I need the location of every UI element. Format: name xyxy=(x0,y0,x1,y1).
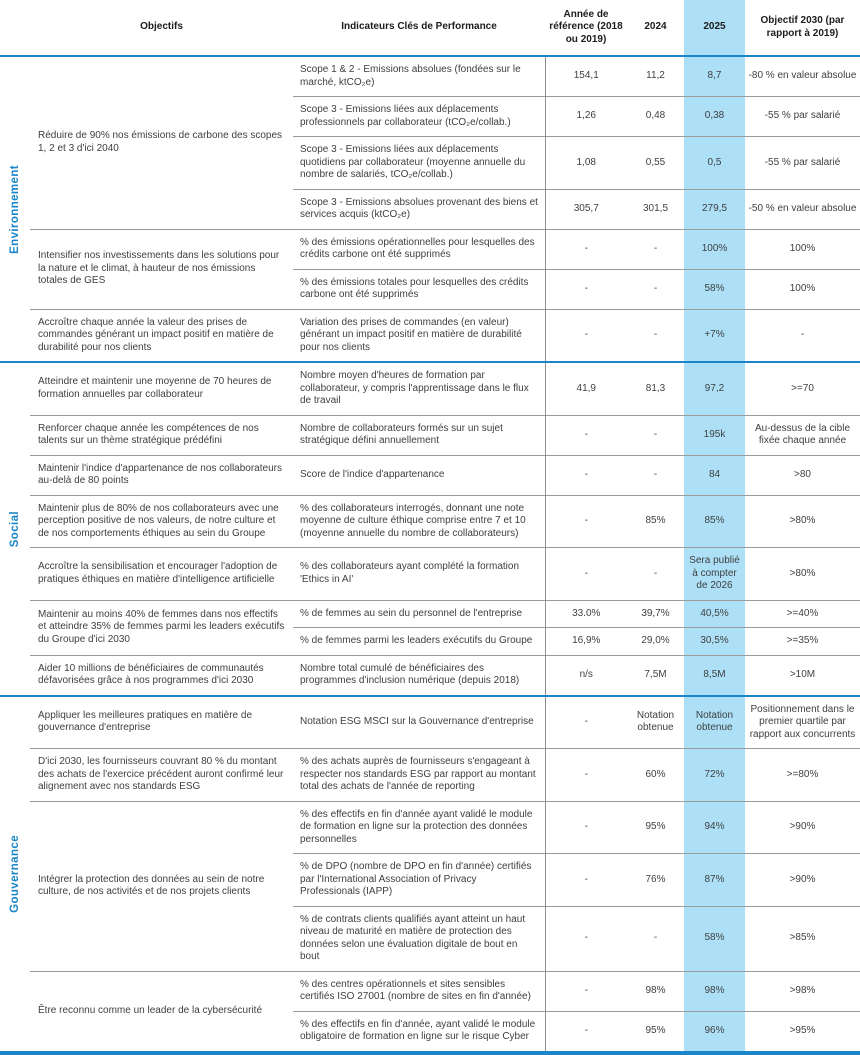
value-2025: 0,38 xyxy=(684,97,745,137)
value-objectif-2030: >=35% xyxy=(745,628,860,656)
kpi-cell: Scope 1 & 2 - Emissions absolues (fondées sur le marché, ktCO₂e) xyxy=(293,56,545,97)
category-cell xyxy=(0,362,30,696)
value-2025: 30,5% xyxy=(684,628,745,656)
kpi-cell: Variation des prises de commandes (en valeur) générant un impact positif en matière de durabilité pour nos clients xyxy=(293,309,545,362)
value-reference-year: 1,26 xyxy=(545,97,627,137)
value-2024: 76% xyxy=(627,854,684,907)
value-reference-year: - xyxy=(545,696,627,749)
kpi-cell: % de contrats clients qualifiés ayant atteint un haut niveau de maturité en matière de protection des données selon une évaluation digitale de bout en bout xyxy=(293,906,545,971)
objective-cell: Intensifier nos investissements dans les solutions pour la nature et le climat, à hauteur de nos émissions totales de GES xyxy=(30,229,293,309)
value-reference-year: - xyxy=(545,229,627,269)
category-cell xyxy=(0,56,30,362)
kpi-cell: Scope 3 - Emissions liées aux déplacements professionnels par collaborateur (tCO₂e/collab.) xyxy=(293,97,545,137)
value-reference-year: - xyxy=(545,455,627,495)
objective-cell: Intégrer la protection des données au sein de notre culture, de nos activités et de nos projets clients xyxy=(30,801,293,971)
table-row xyxy=(0,971,860,1011)
kpi-cell: Scope 3 - Emissions liées aux déplacements quotidiens par collaborateur (moyenne annuelle du nombre de salariés, tCO₂e/collab.) xyxy=(293,137,545,190)
kpi-cell: % des émissions totales pour lesquelles des crédits carbone ont été supprimés xyxy=(293,269,545,309)
table-row xyxy=(0,801,860,854)
value-reference-year: - xyxy=(545,906,627,971)
value-2025: 97,2 xyxy=(684,362,745,415)
table-row xyxy=(0,309,860,362)
objective-cell: Réduire de 90% nos émissions de carbone des scopes 1, 2 et 3 d'ici 2040 xyxy=(30,56,293,229)
value-2025: 87% xyxy=(684,854,745,907)
objective-cell: Appliquer les meilleures pratiques en matière de gouvernance d'entreprise xyxy=(30,696,293,749)
kpi-cell: % des collaborateurs ayant complété la formation 'Ethics in AI' xyxy=(293,548,545,601)
value-2024: - xyxy=(627,415,684,455)
section-social xyxy=(0,362,860,696)
value-objectif-2030: >98% xyxy=(745,971,860,1011)
value-2024: 98% xyxy=(627,971,684,1011)
table-row xyxy=(0,229,860,269)
value-objectif-2030: >10M xyxy=(745,655,860,696)
value-reference-year: - xyxy=(545,971,627,1011)
table-header xyxy=(0,0,860,56)
value-reference-year: 154,1 xyxy=(545,56,627,97)
objective-cell: Maintenir l'indice d'appartenance de nos collaborateurs au-delà de 80 points xyxy=(30,455,293,495)
value-2025: 96% xyxy=(684,1011,745,1053)
value-2025: 0,5 xyxy=(684,137,745,190)
kpi-cell: Notation ESG MSCI sur la Gouvernance d'entreprise xyxy=(293,696,545,749)
value-objectif-2030: >=40% xyxy=(745,600,860,628)
value-reference-year: - xyxy=(545,854,627,907)
kpi-cell: Nombre de collaborateurs formés sur un sujet stratégique défini annuellement xyxy=(293,415,545,455)
value-objectif-2030: -55 % par salarié xyxy=(745,137,860,190)
value-2024: 29,0% xyxy=(627,628,684,656)
section-environnement xyxy=(0,56,860,362)
table-row xyxy=(0,600,860,628)
objective-cell: Aider 10 millions de bénéficiaires de communautés défavorisées grâce à nos programmes d'ici 2030 xyxy=(30,655,293,696)
value-objectif-2030: >=80% xyxy=(745,749,860,802)
header-2025: 2025 xyxy=(684,0,745,56)
header-objectifs: Objectifs xyxy=(30,0,293,56)
value-objectif-2030: >90% xyxy=(745,854,860,907)
value-2025: 98% xyxy=(684,971,745,1011)
value-2024: - xyxy=(627,229,684,269)
value-reference-year: 33.0% xyxy=(545,600,627,628)
kpi-cell: Score de l'indice d'appartenance xyxy=(293,455,545,495)
header-reference-year: Année de référence (2018 ou 2019) xyxy=(545,0,627,56)
table-row xyxy=(0,495,860,548)
value-objectif-2030: >80% xyxy=(745,548,860,601)
value-2024: 0,55 xyxy=(627,137,684,190)
value-objectif-2030: Positionnement dans le premier quartile par rapport aux concurrents xyxy=(745,696,860,749)
value-objectif-2030: >=70 xyxy=(745,362,860,415)
value-2025: 8,7 xyxy=(684,56,745,97)
value-2025: 58% xyxy=(684,906,745,971)
kpi-cell: % des émissions opérationnelles pour lesquelles des crédits carbone ont été supprimés xyxy=(293,229,545,269)
value-2025: 84 xyxy=(684,455,745,495)
value-objectif-2030: - xyxy=(745,309,860,362)
value-2025: 85% xyxy=(684,495,745,548)
category-label: Environnement xyxy=(8,164,21,254)
kpi-cell: % de femmes parmi les leaders exécutifs du Groupe xyxy=(293,628,545,656)
header-2024: 2024 xyxy=(627,0,684,56)
value-reference-year: 1,08 xyxy=(545,137,627,190)
kpi-cell: Nombre moyen d'heures de formation par collaborateur, y compris l'apprentissage dans le flux de travail xyxy=(293,362,545,415)
value-2024: - xyxy=(627,269,684,309)
value-2025: +7% xyxy=(684,309,745,362)
value-reference-year: - xyxy=(545,801,627,854)
value-reference-year: - xyxy=(545,548,627,601)
header-category-spacer xyxy=(0,0,30,56)
value-objectif-2030: -80 % en valeur absolue xyxy=(745,56,860,97)
kpi-cell: % des collaborateurs interrogés, donnant une note moyenne de culture éthique comprise entre 7 et 10 (moyenne annuelle du nombre de collaborateurs) xyxy=(293,495,545,548)
table-row xyxy=(0,548,860,601)
table-row xyxy=(0,655,860,696)
value-2024: 85% xyxy=(627,495,684,548)
value-reference-year: 41,9 xyxy=(545,362,627,415)
table-row xyxy=(0,56,860,97)
value-reference-year: - xyxy=(545,1011,627,1053)
objective-cell: D'ici 2030, les fournisseurs couvrant 80 % du montant des achats de l'exercice précédent auront confirmé leur alignement avec nos standards ESG xyxy=(30,749,293,802)
table-row xyxy=(0,415,860,455)
table-row xyxy=(0,362,860,415)
value-reference-year: n/s xyxy=(545,655,627,696)
objective-cell: Atteindre et maintenir une moyenne de 70 heures de formation annuelles par collaborateur xyxy=(30,362,293,415)
value-2025: 40,5% xyxy=(684,600,745,628)
value-2024: 60% xyxy=(627,749,684,802)
category-label: Social xyxy=(8,510,21,547)
value-2024: - xyxy=(627,455,684,495)
value-2024: 301,5 xyxy=(627,189,684,229)
objective-cell: Maintenir plus de 80% de nos collaborateurs avec une perception positive de nos valeurs, de notre culture et de nos comportements éthiques au sein du Groupe xyxy=(30,495,293,548)
value-2024: - xyxy=(627,309,684,362)
objective-cell: Accroître chaque année la valeur des prises de commandes générant un impact positif en matière de durabilité pour nos clients xyxy=(30,309,293,362)
objective-cell: Renforcer chaque année les compétences de nos talents sur un thème stratégique prédéfini xyxy=(30,415,293,455)
kpi-cell: Scope 3 - Emissions absolues provenant des biens et services acquis (ktCO₂e) xyxy=(293,189,545,229)
kpi-cell: % des centres opérationnels et sites sensibles certifiés ISO 27001 (nombre de sites en fin d'année) xyxy=(293,971,545,1011)
value-2024: - xyxy=(627,906,684,971)
value-2025: 8,5M xyxy=(684,655,745,696)
value-2025: Sera publié à compter de 2026 xyxy=(684,548,745,601)
value-2025: 195k xyxy=(684,415,745,455)
objective-cell: Maintenir au moins 40% de femmes dans nos effectifs et atteindre 35% de femmes parmi les leaders exécutifs du Groupe d'ici 2030 xyxy=(30,600,293,655)
table-row xyxy=(0,749,860,802)
value-reference-year: - xyxy=(545,495,627,548)
value-reference-year: - xyxy=(545,309,627,362)
value-objectif-2030: >85% xyxy=(745,906,860,971)
value-reference-year: 16,9% xyxy=(545,628,627,656)
value-reference-year: - xyxy=(545,269,627,309)
table-row xyxy=(0,696,860,749)
value-2024: - xyxy=(627,548,684,601)
value-2024: 81,3 xyxy=(627,362,684,415)
value-2024: 95% xyxy=(627,1011,684,1053)
value-2025: 94% xyxy=(684,801,745,854)
value-objectif-2030: -50 % en valeur absolue xyxy=(745,189,860,229)
objective-cell: Être reconnu comme un leader de la cybersécurité xyxy=(30,971,293,1053)
value-2024: Notation obtenue xyxy=(627,696,684,749)
value-objectif-2030: >95% xyxy=(745,1011,860,1053)
header-row xyxy=(0,0,860,56)
kpi-cell: % des effectifs en fin d'année, ayant validé le module obligatoire de formation en ligne sur le risque Cyber xyxy=(293,1011,545,1053)
header-kpi: Indicateurs Clés de Performance xyxy=(293,0,545,56)
value-reference-year: - xyxy=(545,749,627,802)
category-label: Gouvernance xyxy=(8,834,21,913)
kpi-cell: % de femmes au sein du personnel de l'entreprise xyxy=(293,600,545,628)
value-2024: 39,7% xyxy=(627,600,684,628)
table-row xyxy=(0,455,860,495)
category-cell xyxy=(0,696,30,1053)
value-objectif-2030: 100% xyxy=(745,229,860,269)
value-2024: 11,2 xyxy=(627,56,684,97)
value-2025: 72% xyxy=(684,749,745,802)
value-objectif-2030: -55 % par salarié xyxy=(745,97,860,137)
value-2024: 95% xyxy=(627,801,684,854)
value-reference-year: 305,7 xyxy=(545,189,627,229)
value-objectif-2030: Au-dessus de la cible fixée chaque année xyxy=(745,415,860,455)
value-2024: 0,48 xyxy=(627,97,684,137)
kpi-cell: % de DPO (nombre de DPO en fin d'année) certifiés par l'International Association of Privacy Professionals (IAPP) xyxy=(293,854,545,907)
value-2025: 279,5 xyxy=(684,189,745,229)
value-reference-year: - xyxy=(545,415,627,455)
value-objectif-2030: >80 xyxy=(745,455,860,495)
value-objectif-2030: >80% xyxy=(745,495,860,548)
value-2025: Notation obtenue xyxy=(684,696,745,749)
value-objectif-2030: 100% xyxy=(745,269,860,309)
kpi-cell: Nombre total cumulé de bénéficiaires des programmes d'inclusion numérique (depuis 2018) xyxy=(293,655,545,696)
objective-cell: Accroître la sensibilisation et encourager l'adoption de pratiques éthiques en matière d'intelligence artificielle xyxy=(30,548,293,601)
kpi-cell: % des achats auprès de fournisseurs s'engageant à respecter nos standards ESG par rapport au montant total des achats de l'année de reporting xyxy=(293,749,545,802)
section-gouvernance xyxy=(0,696,860,1053)
value-2024: 7,5M xyxy=(627,655,684,696)
header-objectif-2030: Objectif 2030 (par rapport à 2019) xyxy=(745,0,860,56)
value-objectif-2030: >90% xyxy=(745,801,860,854)
kpi-cell: % des effectifs en fin d'année ayant validé le module de formation en ligne sur la protection des données personnelles xyxy=(293,801,545,854)
value-2025: 58% xyxy=(684,269,745,309)
value-2025: 100% xyxy=(684,229,745,269)
